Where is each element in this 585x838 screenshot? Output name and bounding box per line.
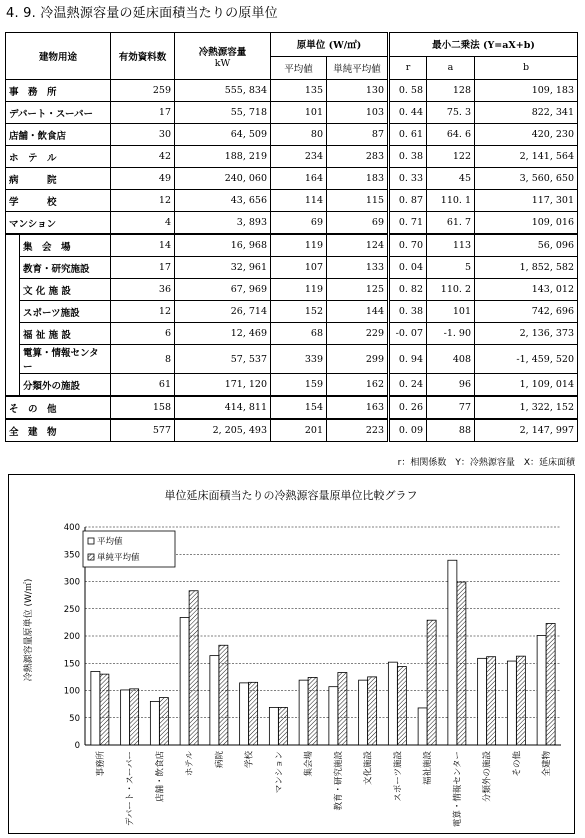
chart-categories (95, 751, 552, 828)
x-category-label: 全建物 (542, 751, 553, 777)
bar-average (448, 560, 457, 745)
row-name: 集 会 場 (20, 234, 111, 257)
cell-avg: 201 (271, 419, 327, 442)
table-row (6, 124, 578, 146)
cell-a: 77 (427, 396, 475, 419)
cell-savg: 183 (327, 168, 389, 190)
cell-savg: 299 (327, 345, 389, 374)
indent-cell (6, 374, 20, 397)
y-tick-label: 400 (63, 523, 80, 533)
row-name: 店舗・飲食店 (6, 124, 111, 146)
bar-simple-average (368, 677, 377, 745)
table-row (6, 212, 578, 235)
cell-r: -0. 07 (389, 323, 427, 345)
header-r: r (389, 56, 427, 80)
cell-cap: 57, 537 (175, 345, 271, 374)
cell-count: 158 (111, 396, 175, 419)
header-a: a (427, 56, 475, 80)
bar-average (269, 707, 278, 745)
x-category-label: その他 (512, 751, 523, 777)
cell-b: 2, 136, 373 (475, 323, 578, 345)
cell-avg: 154 (271, 396, 327, 419)
cell-r: 0. 58 (389, 80, 427, 102)
cell-r: 0. 38 (389, 146, 427, 168)
cell-a: 128 (427, 80, 475, 102)
cell-avg: 135 (271, 80, 327, 102)
indent-cell (6, 323, 20, 345)
indent-cell (6, 279, 20, 301)
cell-r: 0. 61 (389, 124, 427, 146)
cell-a: 110. 1 (427, 190, 475, 212)
cell-avg: 152 (271, 301, 327, 323)
row-name: マンション (6, 212, 111, 235)
y-tick-label: 100 (63, 686, 80, 697)
cell-b: 2, 141, 564 (475, 146, 578, 168)
legend-swatch-avg (88, 538, 94, 544)
row-name: 全 建 物 (6, 419, 111, 442)
bar-average (418, 708, 427, 745)
bar-average (359, 680, 368, 745)
cell-a: 64. 6 (427, 124, 475, 146)
cell-b: 1, 322, 152 (475, 396, 578, 419)
bar-simple-average (427, 620, 436, 745)
cell-avg: 114 (271, 190, 327, 212)
indent-cell (6, 234, 20, 257)
cell-count: 8 (111, 345, 175, 374)
row-name: 病 院 (6, 168, 111, 190)
chart-bars (91, 560, 555, 745)
cell-cap: 414, 811 (175, 396, 271, 419)
cell-avg: 69 (271, 212, 327, 235)
cell-b: -1, 459, 520 (475, 345, 578, 374)
cell-r: 0. 26 (389, 396, 427, 419)
cell-cap: 67, 969 (175, 279, 271, 301)
cell-a: 101 (427, 301, 475, 323)
cell-savg: 69 (327, 212, 389, 235)
header-lsq: 最小二乗法 (Y=aX+b) (389, 33, 578, 57)
table-row (6, 374, 578, 397)
cell-b: 742, 696 (475, 301, 578, 323)
bar-average (91, 671, 100, 745)
x-category-label: 学校 (244, 751, 255, 769)
table-row (6, 257, 578, 279)
cell-savg: 130 (327, 80, 389, 102)
chart-ylabel: 冷熱源容量原単位 (W/㎡) (24, 578, 34, 682)
header-b: b (475, 56, 578, 80)
cell-a: 61. 7 (427, 212, 475, 235)
legend-swatch-simple-avg (88, 554, 94, 560)
bar-simple-average (249, 682, 258, 745)
header-use: 建物用途 (6, 33, 111, 80)
cell-count: 577 (111, 419, 175, 442)
cell-r: 0. 71 (389, 212, 427, 235)
table-row (6, 146, 578, 168)
cell-cap: 555, 834 (175, 80, 271, 102)
cell-savg: 115 (327, 190, 389, 212)
cell-b: 1, 852, 582 (475, 257, 578, 279)
header-simple-avg: 単純平均値 (327, 56, 389, 80)
header-avg: 平均値 (271, 56, 327, 80)
cell-savg: 162 (327, 374, 389, 397)
table-row (6, 419, 578, 442)
cell-a: 110. 2 (427, 279, 475, 301)
cell-r: 0. 94 (389, 345, 427, 374)
row-name: デパート・スーパー (6, 102, 111, 124)
row-name: 事 務 所 (6, 80, 111, 102)
cell-count: 4 (111, 212, 175, 235)
cell-avg: 68 (271, 323, 327, 345)
cell-a: -1. 90 (427, 323, 475, 345)
bar-simple-average (308, 677, 317, 745)
cell-cap: 32, 961 (175, 257, 271, 279)
bar-average (507, 661, 516, 745)
cell-avg: 234 (271, 146, 327, 168)
cell-count: 17 (111, 257, 175, 279)
cell-cap: 12, 469 (175, 323, 271, 345)
row-name: 文 化 施 設 (20, 279, 111, 301)
y-tick-label: 150 (63, 659, 80, 670)
cell-count: 6 (111, 323, 175, 345)
cell-cap: 64, 509 (175, 124, 271, 146)
cell-a: 5 (427, 257, 475, 279)
header-unit-group: 原単位 (W/㎡) (271, 33, 389, 57)
bar-chart (9, 475, 574, 833)
x-category-label: マンション (274, 751, 285, 794)
bar-average (478, 658, 487, 745)
cell-count: 12 (111, 301, 175, 323)
cell-count: 259 (111, 80, 175, 102)
cell-avg: 107 (271, 257, 327, 279)
chart-legend (83, 531, 175, 567)
bar-simple-average (546, 623, 555, 745)
row-name: 学 校 (6, 190, 111, 212)
cell-count: 36 (111, 279, 175, 301)
bar-simple-average (100, 674, 109, 745)
cell-cap: 2, 205, 493 (175, 419, 271, 442)
cell-r: 0. 87 (389, 190, 427, 212)
cell-b: 143, 012 (475, 279, 578, 301)
cell-a: 408 (427, 345, 475, 374)
cell-b: 1, 109, 014 (475, 374, 578, 397)
cell-r: 0. 82 (389, 279, 427, 301)
cell-r: 0. 09 (389, 419, 427, 442)
bar-average (388, 662, 397, 745)
bar-average (240, 683, 249, 745)
y-tick-label: 250 (63, 604, 80, 615)
table-row (6, 323, 578, 345)
cell-avg: 101 (271, 102, 327, 124)
cell-a: 96 (427, 374, 475, 397)
cell-savg: 144 (327, 301, 389, 323)
cell-b: 109, 016 (475, 212, 578, 235)
bar-simple-average (397, 667, 406, 745)
cell-a: 113 (427, 234, 475, 257)
cell-avg: 159 (271, 374, 327, 397)
indent-cell (6, 257, 20, 279)
x-category-label: ホテル (185, 751, 196, 777)
cell-a: 75. 3 (427, 102, 475, 124)
bar-simple-average (219, 645, 228, 745)
x-category-label: 病院 (214, 751, 225, 769)
cell-cap: 55, 718 (175, 102, 271, 124)
cell-cap: 171, 120 (175, 374, 271, 397)
x-category-label: 店舗・飲食店 (155, 751, 166, 803)
header-capacity (175, 33, 271, 80)
bar-average (180, 617, 189, 745)
data-table (5, 32, 578, 442)
cell-cap: 3, 893 (175, 212, 271, 235)
cell-a: 45 (427, 168, 475, 190)
cell-count: 12 (111, 190, 175, 212)
bar-average (299, 680, 308, 745)
bar-simple-average (457, 582, 466, 745)
cell-b: 3, 560, 650 (475, 168, 578, 190)
cell-cap: 26, 714 (175, 301, 271, 323)
table-row (6, 190, 578, 212)
cell-r: 0. 24 (389, 374, 427, 397)
cell-r: 0. 33 (389, 168, 427, 190)
cell-r: 0. 04 (389, 257, 427, 279)
x-category-label: デパート・スーパー (125, 751, 136, 827)
x-category-label: スポーツ施設 (393, 751, 404, 802)
bar-simple-average (130, 689, 139, 745)
indent-cell (6, 301, 20, 323)
cell-count: 30 (111, 124, 175, 146)
cell-a: 88 (427, 419, 475, 442)
x-category-label: 事務所 (95, 751, 106, 777)
row-name: 福 祉 施 設 (20, 323, 111, 345)
table-row (6, 301, 578, 323)
bar-average (150, 701, 159, 745)
x-category-label: 集会場 (304, 751, 315, 777)
row-name: ホ テ ル (6, 146, 111, 168)
cell-savg: 283 (327, 146, 389, 168)
chart-title: 単位延床面積当たりの冷熱源容量原単位比較グラフ (164, 489, 418, 502)
x-category-label: 電算・情報センター (452, 751, 463, 828)
table-row (6, 396, 578, 419)
cell-avg: 80 (271, 124, 327, 146)
cell-savg: 163 (327, 396, 389, 419)
page-title: 4. 9. 冷温熱源容量の延床面積当たりの原単位 (6, 6, 278, 21)
cell-r: 0. 44 (389, 102, 427, 124)
indent-cell (6, 345, 20, 374)
y-tick-label: 50 (69, 713, 80, 724)
cell-b: 822, 341 (475, 102, 578, 124)
cell-savg: 223 (327, 419, 389, 442)
cell-count: 61 (111, 374, 175, 397)
table-row (6, 279, 578, 301)
table-row (6, 102, 578, 124)
bar-average (537, 635, 546, 745)
cell-avg: 119 (271, 234, 327, 257)
cell-cap: 240, 060 (175, 168, 271, 190)
table-row (6, 168, 578, 190)
header-count: 有効資料数 (111, 33, 175, 80)
cell-count: 17 (111, 102, 175, 124)
cell-b: 56, 096 (475, 234, 578, 257)
bar-simple-average (338, 673, 347, 745)
cell-savg: 87 (327, 124, 389, 146)
bar-simple-average (159, 698, 168, 745)
table-row (6, 80, 578, 102)
y-tick-label: 0 (74, 741, 80, 751)
row-name: 教育・研究施設 (20, 257, 111, 279)
cell-savg: 103 (327, 102, 389, 124)
cell-savg: 133 (327, 257, 389, 279)
legend-label-simple-avg: 単純平均値 (97, 553, 140, 563)
bar-simple-average (278, 707, 287, 745)
x-category-label: 福祉施設 (423, 751, 434, 786)
cell-cap: 188, 219 (175, 146, 271, 168)
header-capacity-unit: kW (214, 57, 231, 69)
cell-a: 122 (427, 146, 475, 168)
cell-avg: 119 (271, 279, 327, 301)
table-note: r：相関係数 Y：冷熱源容量 X：延床面積 (397, 458, 575, 468)
bar-average (210, 656, 219, 745)
bar-average (329, 687, 338, 745)
cell-count: 42 (111, 146, 175, 168)
cell-cap: 16, 968 (175, 234, 271, 257)
row-name: スポーツ施設 (20, 301, 111, 323)
cell-b: 117, 301 (475, 190, 578, 212)
cell-avg: 164 (271, 168, 327, 190)
cell-savg: 124 (327, 234, 389, 257)
x-category-label: 文化施設 (363, 751, 374, 786)
cell-avg: 339 (271, 345, 327, 374)
cell-cap: 43, 656 (175, 190, 271, 212)
bar-simple-average (516, 656, 525, 745)
cell-b: 2, 147, 997 (475, 419, 578, 442)
y-tick-label: 300 (63, 577, 80, 588)
y-tick-label: 350 (63, 550, 80, 561)
row-name: 電算・情報センター (20, 345, 111, 374)
bar-average (121, 690, 130, 745)
cell-count: 14 (111, 234, 175, 257)
cell-r: 0. 70 (389, 234, 427, 257)
cell-b: 109, 183 (475, 80, 578, 102)
chart-panel (8, 474, 575, 834)
row-name: 分類外の施設 (20, 374, 111, 397)
table-row (6, 345, 578, 374)
bar-simple-average (189, 591, 198, 745)
legend-label-avg: 平均値 (97, 537, 123, 547)
bar-simple-average (487, 657, 496, 745)
table-row (6, 234, 578, 257)
cell-savg: 125 (327, 279, 389, 301)
row-name: そ の 他 (6, 396, 111, 419)
x-category-label: 教育・研究施設 (333, 751, 344, 811)
cell-r: 0. 38 (389, 301, 427, 323)
cell-b: 420, 230 (475, 124, 578, 146)
header-capacity-label: 冷熱源容量 (198, 46, 247, 58)
cell-savg: 229 (327, 323, 389, 345)
y-tick-label: 200 (63, 632, 80, 642)
x-category-label: 分類外の施設 (482, 751, 493, 803)
cell-count: 49 (111, 168, 175, 190)
